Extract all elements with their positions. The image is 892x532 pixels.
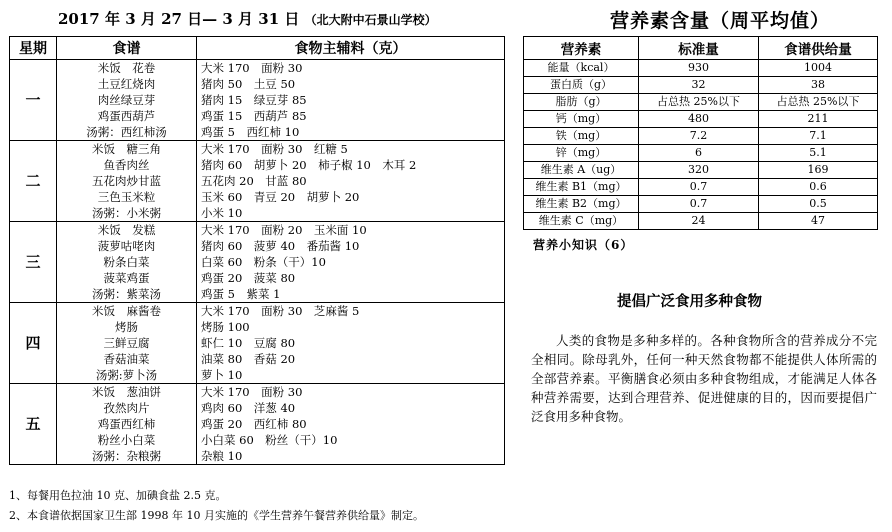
day-cell: 五: [10, 384, 57, 465]
knowledge-text: [531, 331, 877, 426]
menu-row: [10, 76, 505, 92]
ingredients-cell: 鸡蛋 20 菠菜 80: [197, 270, 505, 286]
weekly-menu-table: [9, 36, 505, 465]
day-cell: 三: [10, 222, 57, 303]
standard-value-cell: 480: [639, 111, 759, 128]
footnote-2: 2、本食谱依据国家卫生部 1998 年 10 月实施的《学生营养午餐营养供给量》制定。: [9, 509, 424, 522]
menu-row: [10, 60, 505, 77]
standard-value-cell: 0.7: [639, 196, 759, 213]
supply-value-cell: 47: [759, 213, 878, 230]
dish-cell: 汤粥：小米粥: [57, 205, 197, 222]
ingredients-cell: 五花肉 20 甘蓝 80: [197, 173, 505, 189]
nutrition-header-row: [524, 37, 878, 60]
standard-value-cell: 6: [639, 145, 759, 162]
nutrition-row: [524, 60, 878, 77]
supply-value-cell: 38: [759, 77, 878, 94]
menu-row: [10, 351, 505, 367]
nutrition-row: [524, 162, 878, 179]
ingredients-cell: 大米 170 面粉 30: [197, 60, 505, 77]
menu-row: [10, 173, 505, 189]
dish-cell: 汤粥：紫菜汤: [57, 286, 197, 303]
col-ingredients: 食物主辅料（克）: [197, 37, 505, 60]
standard-value-cell: 930: [639, 60, 759, 77]
nutrient-name-cell: 铁（mg）: [524, 128, 639, 145]
dish-cell: 烤肠: [57, 319, 197, 335]
ingredients-cell: 大米 170 面粉 30: [197, 384, 505, 401]
ingredients-cell: 鸡蛋 5 紫菜 1: [197, 286, 505, 303]
col-nutrient: 营养素: [524, 37, 639, 60]
menu-header-row: [10, 37, 505, 60]
nutrition-row: [524, 77, 878, 94]
nutrient-name-cell: 钙（mg）: [524, 111, 639, 128]
ingredients-cell: 猪肉 15 绿豆芽 85: [197, 92, 505, 108]
nutrient-name-cell: 能量（kcal）: [524, 60, 639, 77]
standard-value-cell: 7.2: [639, 128, 759, 145]
nutrient-name-cell: 蛋白质（g）: [524, 77, 639, 94]
ingredients-cell: 猪肉 60 菠萝 40 番茄酱 10: [197, 238, 505, 254]
dish-cell: 三色玉米粒: [57, 189, 197, 205]
dish-cell: 汤粥:萝卜汤: [57, 367, 197, 384]
ingredients-cell: 鸡蛋 15 西葫芦 85: [197, 108, 505, 124]
supply-value-cell: 1004: [759, 60, 878, 77]
nutrition-row: [524, 196, 878, 213]
nutrition-table: [523, 36, 878, 230]
nutrient-name-cell: 维生素 B2（mg）: [524, 196, 639, 213]
dish-cell: 鱼香肉丝: [57, 157, 197, 173]
menu-row: [10, 254, 505, 270]
menu-row: [10, 157, 505, 173]
menu-row: [10, 205, 505, 222]
dish-cell: 汤粥：西红柿汤: [57, 124, 197, 141]
supply-value-cell: 占总热 25%以下: [759, 94, 878, 111]
nutrition-row: [524, 145, 878, 162]
standard-value-cell: 0.7: [639, 179, 759, 196]
nutrient-name-cell: 脂肪（g）: [524, 94, 639, 111]
ingredients-cell: 大米 170 面粉 30 红糖 5: [197, 141, 505, 158]
menu-row: [10, 448, 505, 465]
supply-value-cell: 0.5: [759, 196, 878, 213]
ingredients-cell: 鸡蛋 20 西红柿 80: [197, 416, 505, 432]
standard-value-cell: 占总热 25%以下: [639, 94, 759, 111]
dish-cell: 鸡蛋西葫芦: [57, 108, 197, 124]
ingredients-cell: 玉米 60 青豆 20 胡萝卜 20: [197, 189, 505, 205]
school-name: （北大附中石景山学校）: [304, 13, 437, 27]
nutrition-row: [524, 94, 878, 111]
dish-cell: 五花肉炒甘蓝: [57, 173, 197, 189]
menu-row: [10, 141, 505, 158]
ingredients-cell: 大米 170 面粉 30 芝麻酱 5: [197, 303, 505, 320]
menu-date-title: [58, 8, 437, 29]
nutrition-row: [524, 128, 878, 145]
menu-row: [10, 108, 505, 124]
ingredients-cell: 大米 170 面粉 20 玉米面 10: [197, 222, 505, 239]
dish-cell: 粉丝小白菜: [57, 432, 197, 448]
supply-value-cell: 5.1: [759, 145, 878, 162]
ingredients-cell: 猪肉 60 胡萝卜 20 柿子椒 10 木耳 2: [197, 157, 505, 173]
knowledge-label: 营养小知识（6）: [533, 238, 634, 252]
menu-row: [10, 92, 505, 108]
nutrient-name-cell: 维生素 C（mg）: [524, 213, 639, 230]
nutrient-name-cell: 维生素 A（ug）: [524, 162, 639, 179]
knowledge-heading: 提倡广泛食用多种食物: [617, 294, 762, 310]
supply-value-cell: 7.1: [759, 128, 878, 145]
standard-value-cell: 320: [639, 162, 759, 179]
ingredients-cell: 油菜 80 香菇 20: [197, 351, 505, 367]
menu-row: [10, 189, 505, 205]
dish-cell: 米饭 发糕: [57, 222, 197, 239]
menu-row: [10, 384, 505, 401]
dish-cell: 鸡蛋西红柿: [57, 416, 197, 432]
ingredients-cell: 鸡肉 60 洋葱 40: [197, 400, 505, 416]
dish-cell: 菠萝咕咾肉: [57, 238, 197, 254]
standard-value-cell: 32: [639, 77, 759, 94]
ingredients-cell: 白菜 60 粉条（干）10: [197, 254, 505, 270]
menu-row: [10, 238, 505, 254]
ingredients-cell: 猪肉 50 土豆 50: [197, 76, 505, 92]
ingredients-cell: 杂粮 10: [197, 448, 505, 465]
menu-row: [10, 335, 505, 351]
supply-value-cell: 0.6: [759, 179, 878, 196]
standard-value-cell: 24: [639, 213, 759, 230]
col-day: 星期: [10, 37, 57, 60]
dish-cell: 米饭 葱油饼: [57, 384, 197, 401]
day-cell: 一: [10, 60, 57, 141]
dish-cell: 粉条白菜: [57, 254, 197, 270]
dish-cell: 汤粥：杂粮粥: [57, 448, 197, 465]
menu-row: [10, 222, 505, 239]
footnote-1: 1、每餐用色拉油 10 克、加碘食盐 2.5 克。: [9, 489, 227, 502]
ingredients-cell: 小米 10: [197, 205, 505, 222]
date-range: 2017 年 3 月 27 日— 3 月 31 日: [58, 10, 300, 28]
col-supply: 食谱供给量: [759, 37, 878, 60]
nutrition-body: [524, 60, 878, 230]
dish-cell: 孜然肉片: [57, 400, 197, 416]
dish-cell: 香菇油菜: [57, 351, 197, 367]
day-cell: 二: [10, 141, 57, 222]
menu-row: [10, 400, 505, 416]
nutrition-row: [524, 179, 878, 196]
dish-cell: 肉丝绿豆芽: [57, 92, 197, 108]
col-standard: 标准量: [639, 37, 759, 60]
ingredients-cell: 烤肠 100: [197, 319, 505, 335]
dish-cell: 米饭 花卷: [57, 60, 197, 77]
dish-cell: 米饭 糖三角: [57, 141, 197, 158]
menu-row: [10, 432, 505, 448]
menu-body: [10, 60, 505, 465]
ingredients-cell: 小白菜 60 粉丝（干）10: [197, 432, 505, 448]
supply-value-cell: 211: [759, 111, 878, 128]
nutrition-row: [524, 111, 878, 128]
menu-row: [10, 416, 505, 432]
menu-row: [10, 286, 505, 303]
ingredients-cell: 萝卜 10: [197, 367, 505, 384]
col-dish: 食谱: [57, 37, 197, 60]
nutrition-title: 营养素含量（周平均值）: [610, 10, 831, 32]
menu-row: [10, 124, 505, 141]
menu-row: [10, 319, 505, 335]
menu-row: [10, 367, 505, 384]
menu-row: [10, 270, 505, 286]
dish-cell: 米饭 麻酱卷: [57, 303, 197, 320]
day-cell: 四: [10, 303, 57, 384]
ingredients-cell: 鸡蛋 5 西红柿 10: [197, 124, 505, 141]
knowledge-paragraph: 人类的食物是多种多样的。各种食物所含的营养成分不完全相同。除母乳外，任何一种天然食物都不能提供人体所需的全部营养素。平衡膳食必须由多种食物组成，才能满足人体各种营养需要，达到合理营养、促进健康的目的，因而要提倡广泛食用多种食物。: [531, 333, 877, 424]
nutrient-name-cell: 维生素 B1（mg）: [524, 179, 639, 196]
nutrition-row: [524, 213, 878, 230]
ingredients-cell: 虾仁 10 豆腐 80: [197, 335, 505, 351]
dish-cell: 土豆红烧肉: [57, 76, 197, 92]
supply-value-cell: 169: [759, 162, 878, 179]
dish-cell: 菠菜鸡蛋: [57, 270, 197, 286]
dish-cell: 三鲜豆腐: [57, 335, 197, 351]
menu-row: [10, 303, 505, 320]
nutrient-name-cell: 锌（mg）: [524, 145, 639, 162]
